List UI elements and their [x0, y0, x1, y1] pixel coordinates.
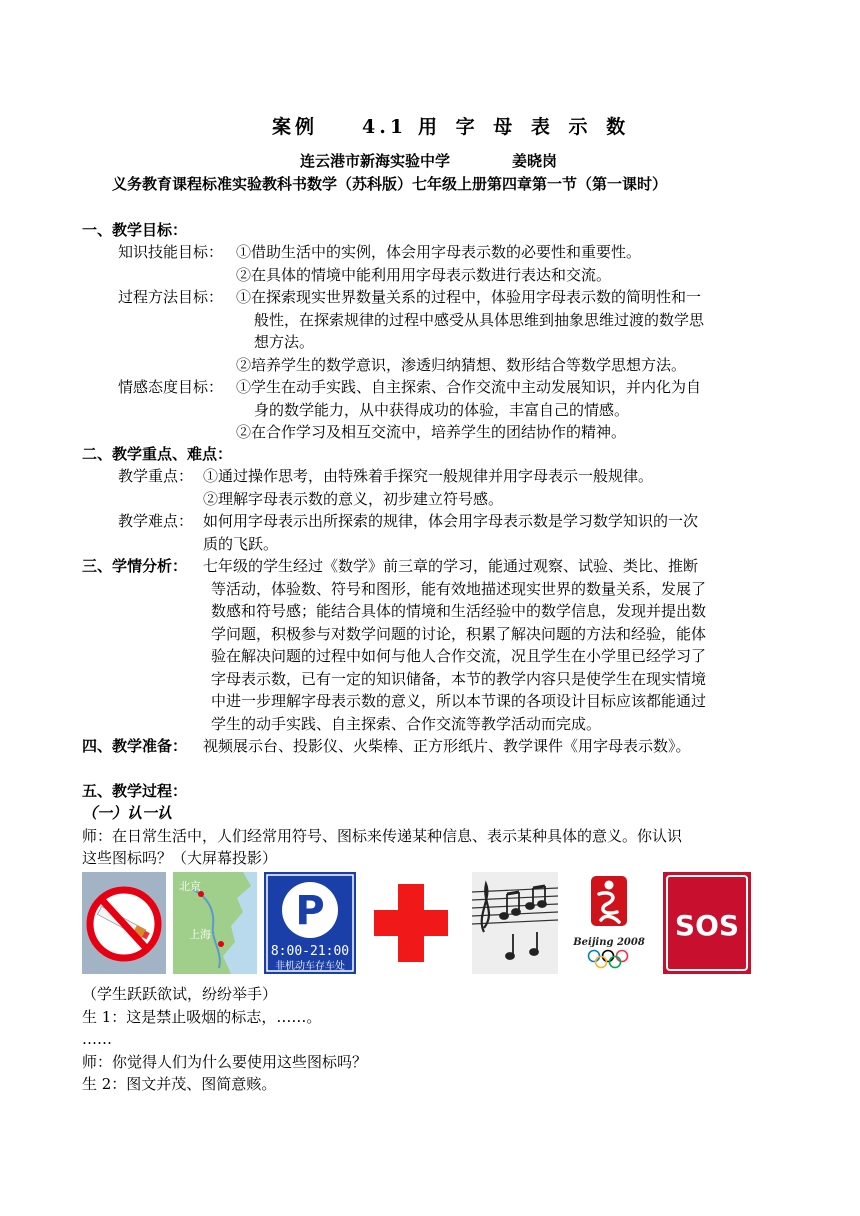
ellipsis-line: …… [82, 1030, 112, 1048]
knowledge-label: 知识技能目标： [118, 243, 224, 261]
student-1-line: 生 1：这是禁止吸烟的标志，……。 [82, 1008, 322, 1026]
sos-icon [663, 872, 751, 974]
sos-text: SOS [674, 909, 740, 942]
analysis-line: 中进一步理解字母表示数的意义，所以本节课的各项设计目标应该都能通过 [211, 692, 707, 710]
process-line: 想方法。 [254, 333, 315, 351]
teacher-question: 师：你觉得人们为什么要使用这些图标吗？ [82, 1053, 368, 1071]
key-line: ②理解字母表示数的意义，初步建立符号感。 [203, 490, 504, 508]
title-text: 用 字 母 表 示 数 [418, 116, 632, 138]
difficulty-label: 教学难点： [118, 512, 194, 530]
section-1-heading: 一、教学目标： [82, 221, 188, 239]
key-label: 教学重点： [118, 467, 194, 485]
analysis-line: 学生的动手实践、自主探索、合作交流等教学活动而完成。 [211, 715, 602, 733]
music-notes-icon [472, 872, 558, 974]
parking-icon [264, 872, 356, 974]
emotion-label: 情感态度目标： [118, 378, 224, 396]
analysis-line: 等活动，体验数、符号和图形，能有效地描述现实世界的数量关系，发展了 [211, 580, 707, 598]
map-icon [173, 872, 257, 974]
section-5-heading: 五、教学过程： [82, 782, 188, 800]
olympic-text: Beijing 2008 [573, 937, 645, 948]
student-2-line: 生 2：图文并茂、图简意赅。 [82, 1075, 277, 1093]
subtitle: 义务教育课程标准实验教科书数学（苏科版）七年级上册第四章第一节（第一课时） [112, 175, 668, 193]
difficulty-line: 质的飞跃。 [203, 535, 279, 553]
process-line: 般性，在探索规律的过程中感受从具体思维到抽象思维过渡的数学思 [254, 311, 705, 329]
process-line: ②培养学生的数学意识，渗透归纳猜想、数形结合等数学思想方法。 [236, 356, 687, 374]
section-2-heading: 二、教学重点、难点： [82, 445, 233, 463]
emotion-line: ①学生在动手实践、自主探索、合作交流中主动发展知识，并内化为自 [236, 378, 702, 396]
school-name: 连云港市新海实验中学 [300, 152, 451, 170]
key-line: ①通过操作思考，由特殊着手探究一般规律并用字母表示一般规律。 [203, 467, 654, 485]
knowledge-line: ②在具体的情境中能利用用字母表示数进行表达和交流。 [236, 266, 612, 284]
analysis-line: 字母表示数，已有一定的知识储备，本节的教学内容只是使学生在现实情境 [211, 670, 707, 688]
parking-hours: 8:00-21:00 [270, 944, 350, 959]
no-smoking-icon [82, 872, 166, 974]
title-number: 4.1 [362, 116, 408, 138]
process-label: 过程方法目标： [118, 288, 224, 306]
title-prefix: 案例 [272, 116, 319, 138]
analysis-line: 学问题，积极参与对数学问题的讨论，积累了解决问题的方法和经验，能体 [211, 625, 707, 643]
beijing-olympics-logo [573, 872, 645, 974]
emotion-line: ②在合作学习及相互交流中，培养学生的团结协作的精神。 [236, 423, 627, 441]
section-3-heading: 三、学情分析： [82, 557, 188, 575]
difficulty-line: 如何用字母表示出所探索的规律，体会用字母表示数是学习数学知识的一次 [203, 512, 699, 530]
emotion-line: 身的数学能力，从中获得成功的体验，丰富自己的情感。 [254, 401, 630, 419]
red-cross-icon [367, 872, 455, 974]
parking-sign-text: 非机动车存车处 [275, 961, 345, 972]
teacher-line: 师：在日常生活中，人们经常用符号、图标来传递某种信息、表示某种具体的意义。你认识 [82, 827, 683, 845]
analysis-line: 验在解决问题的过程中如何与他人合作交流，况且学生在小学里已经学习了 [211, 647, 707, 665]
preparation-text: 视频展示台、投影仪、火柴棒、正方形纸片、教学课件《用字母表示数》。 [203, 737, 691, 755]
teacher-line: 这些图标吗？（大屏幕投影） [82, 849, 278, 867]
subsection-heading: （一）认一认 [82, 804, 173, 822]
author-name: 姜晓岗 [512, 152, 558, 170]
map-label: 上海 [189, 928, 211, 941]
analysis-line: 七年级的学生经过《数学》前三章的学习，能通过观察、试验、类比、推断 [203, 557, 699, 575]
map-label: 北京 [179, 880, 201, 893]
section-4-heading: 四、教学准备： [82, 737, 188, 755]
analysis-line: 数感和符号感；能结合具体的情境和生活经验中的数学信息，发现并提出数 [211, 602, 707, 620]
knowledge-line: ①借助生活中的实例，体会用字母表示数的必要性和重要性。 [236, 243, 642, 261]
parking-letter: P [295, 888, 325, 934]
student-reaction: （学生跃跃欲试，纷纷举手） [82, 985, 278, 1003]
process-line: ①在探索现实世界数量关系的过程中，体验用字母表示数的简明性和一 [236, 288, 702, 306]
